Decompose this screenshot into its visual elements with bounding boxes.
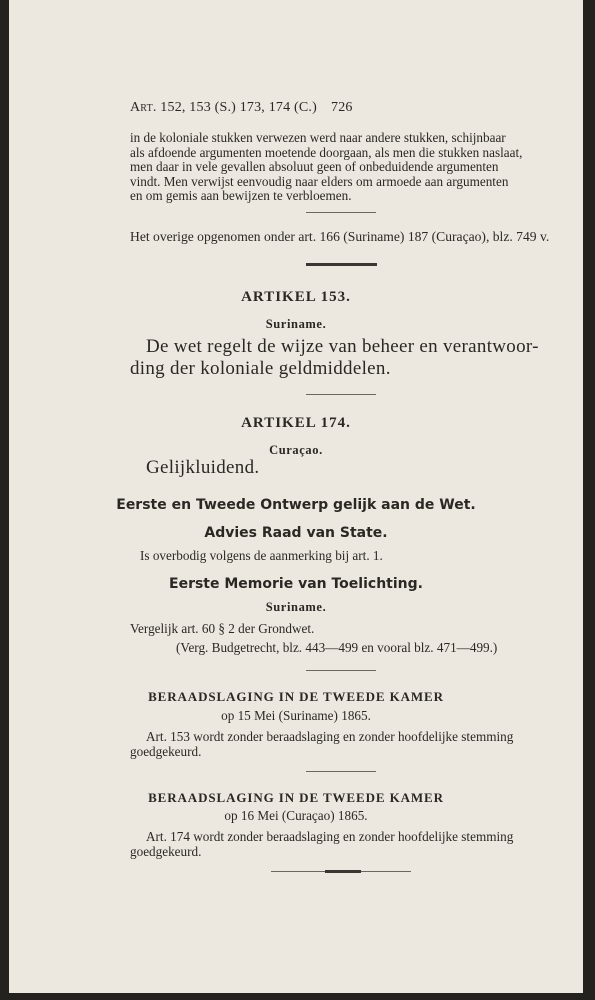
- divider: [306, 394, 376, 395]
- header-articles: 152, 153 (S.) 173, 174 (C.): [160, 100, 317, 115]
- article-174-heading: ARTIKEL 174.: [241, 415, 351, 431]
- advies-text: Is overbodig volgens de aanmerking bij art. 1.: [140, 548, 383, 563]
- closing-rule-center: [325, 870, 361, 873]
- beraadslaging-1-date: op 15 Mei (Suriname) 1865.: [221, 708, 371, 723]
- beraadslaging-1-title: BERAADSLAGING IN DE TWEEDE KAMER: [148, 689, 444, 704]
- memorie-colony: Suriname.: [265, 600, 327, 614]
- page-number: 726: [331, 100, 353, 115]
- memorie-text: Vergelijk art. 60 § 2 der Grondwet.: [130, 621, 315, 636]
- memorie-reference: (Verg. Budgetrecht, blz. 443—499 en vooral blz. 471—499.): [176, 640, 498, 655]
- beraadslaging-2-title: BERAADSLAGING IN DE TWEEDE KAMER: [148, 790, 444, 805]
- ontwerp-title: Eerste en Tweede Ontwerp gelijk aan de Wet.: [116, 497, 476, 513]
- beraadslaging-1-text-line-1: Art. 153 wordt zonder beraadslaging en zonder hoofdelijke stemming: [146, 729, 514, 744]
- article-153-text-line-1: De wet regelt de wijze van beheer en verantwoor-: [146, 336, 539, 357]
- intro-paragraph: [130, 131, 558, 204]
- header-art-prefix: Art.: [130, 100, 157, 115]
- beraadslaging-2-date: op 16 Mei (Curaçao) 1865.: [224, 808, 368, 823]
- divider: [306, 771, 376, 772]
- article-153-text-line-2: ding der koloniale geldmiddelen.: [130, 358, 391, 379]
- intro-line: in de koloniale stukken verwezen werd naar andere stukken, schijnbaar: [130, 130, 506, 145]
- section-divider-thick: [306, 263, 377, 266]
- intro-line: en om gemis aan bewijzen te verbloemen.: [130, 188, 352, 204]
- intro-line: men daar in vele gevallen absoluut geen of onbeduidende argumenten: [130, 159, 499, 175]
- divider: [306, 670, 376, 671]
- article-153-heading: ARTIKEL 153.: [241, 289, 351, 305]
- advies-title: Advies Raad van State.: [204, 525, 388, 541]
- intro-line: vindt. Men verwijst eenvoudig naar elders om armoede aan argumenten: [130, 173, 509, 189]
- intro-line: als afdoende argumenten moetende doorgaan, als men die stukken naslaat,: [130, 144, 523, 160]
- document-page: [9, 0, 583, 993]
- article-174-colony: Curaçao.: [269, 443, 323, 457]
- beraadslaging-2-text-line-2: goedgekeurd.: [130, 844, 202, 859]
- memorie-title: Eerste Memorie van Toelichting.: [169, 576, 423, 592]
- article-153-colony: Suriname.: [265, 317, 327, 331]
- running-header: [130, 100, 317, 116]
- article-174-text: Gelijkluidend.: [146, 457, 260, 478]
- overige-note: Het overige opgenomen onder art. 166 (Suriname) 187 (Curaçao), blz. 749 v.: [130, 229, 550, 244]
- beraadslaging-1-text-line-2: goedgekeurd.: [130, 744, 202, 759]
- beraadslaging-2-text-line-1: Art. 174 wordt zonder beraadslaging en zonder hoofdelijke stemming: [146, 829, 514, 844]
- divider: [306, 212, 376, 213]
